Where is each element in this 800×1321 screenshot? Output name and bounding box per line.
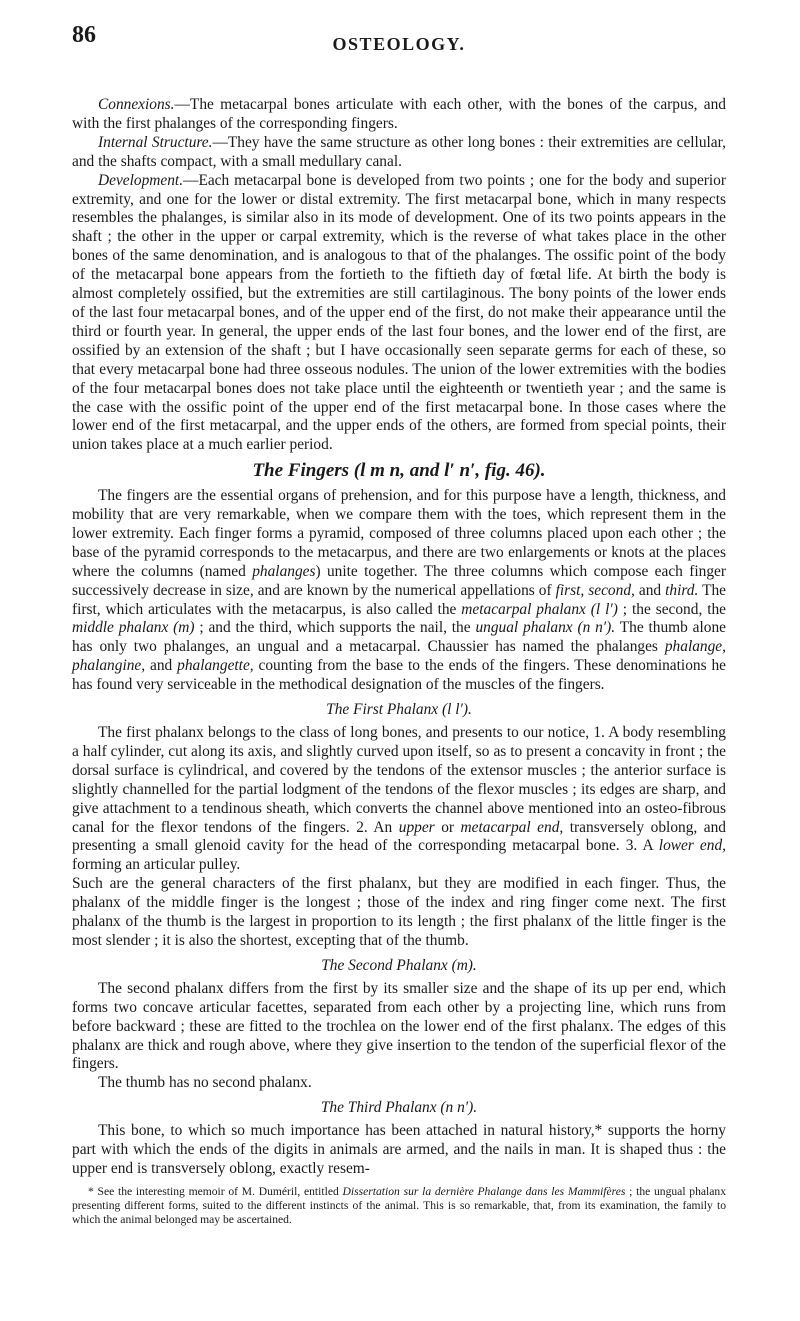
- paragraph-connexions: [72, 96, 726, 134]
- section-heading-fingers: The Fingers (l m n, and l′ n′, fig. 46).: [252, 460, 546, 482]
- paragraph-first-phalanx: [72, 724, 726, 875]
- text-run: counting from the base to the ends of the fingers. These denominations he has found very serviceable in the methodical designation of the muscles of the fingers.: [72, 657, 726, 694]
- paragraph-text: —Each metacarpal bone is developed from two points ; one for the body and superior extremity, and one for the lower or distal extremity. The first metacarpal bone, which in many respects resembles the phalanges, is similar also in its mode of development. One of its two points appears in the shaft ; the other in the upper or carpal extremity, which is the reverse of what takes place in the other bones of the same denomination, and is analogous to that of the phalanges. The ossific point of the body of the metacarpal bone appears from the fortieth to the fiftieth day of fœtal life. At birth the body is almost completely ossified, but the extremities are still cartilaginous. The bony points of the lower ends of the last four metacarpal bones, and of the upper end of the first, do not make their appearance until the third or fourth year. In general, the upper ends of the last four bones, and the lower end of the first, are ossified by an extension of the shaft ; but I have occasionally seen separate germs for each of these, so that every metacarpal bone had three osseous nodules. The union of the lower extremities with the bodies of the four metacarpal bones does not take place until the eighteenth or twentieth year ; and the same is the case with the ossific point of the upper end of the first metacarpal bone. In those cases where the lower end of the first metacarpal, and the upper ends of the others, are formed from special points, their union takes place at a much earlier period.: [72, 171, 726, 454]
- paragraph-thumb-note: The thumb has no second phalanx.: [98, 1074, 312, 1092]
- paragraph-internal-structure: [72, 134, 726, 172]
- text-run: The first phalanx belongs to the class of long bones, and presents to our notice, 1. A body resembling a half cylinder, cut along its axis, and slightly curved upon itself, so as to present a concavity in front ; the dorsal surface is cylindrical, and covered by the tendons of the extensor muscles ; the anterior surface is slightly channelled for the partial lodgment of the tendons of the flexor muscles ; its edges are sharp, and give attachment to a tendinous sheath, which converts the channel above mentioned into an osteo-fibrous canal for the flexor tendons of the fingers. 2. An: [72, 724, 726, 836]
- paragraph-fingers: [72, 487, 726, 695]
- italic-term: phalanges: [252, 562, 316, 580]
- italic-term: phalange, phalangine,: [72, 638, 726, 675]
- running-title: OSTEOLOGY.: [332, 34, 466, 54]
- text-run: and: [145, 657, 178, 675]
- text-run: The fingers are the essential organs of prehension, and for this purpose have a length, thickness, and mobility that are very remarkable, when we compare them with the toes, which represent them in the lower extremity. Each finger forms a pyramid, composed of three columns placed upon each other ; the base of the pyramid corresponds to the metacarpus, and there are two enlargements or knots at the places where the columns (named: [72, 487, 726, 580]
- text-run: forming an articular pulley.: [72, 856, 241, 874]
- text-run: and: [634, 581, 666, 599]
- text-run: ; the second, the: [617, 600, 727, 618]
- run-in-heading: Development.: [98, 171, 184, 189]
- paragraph-text: —They have the same structure as other long bones : their extremities are cellular, and the shafts compact, with a small medullary canal.: [72, 133, 726, 170]
- paragraph-second-phalanx: The second phalanx differs from the first by its smaller size and the shape of its up per end, which forms two concave articular facettes, separated from each other by a projecting line, which runs from before backward ; these are fitted to the trochlea on the lower end of the first phalanx. The edges of this phalanx are thick and rough above, where they give insertion to the tendon of the superficial flexor of the fingers.: [72, 979, 726, 1073]
- text-run: * See the interesting memoir of M. Duméril, entitled: [88, 1184, 343, 1198]
- italic-term: ungual phalanx (n n′).: [475, 619, 616, 637]
- paragraph-text: —The metacarpal bones articulate with each other, with the bones of the carpus, and with the first phalanges of the corresponding fingers.: [72, 96, 726, 132]
- italic-term: first, second,: [555, 581, 635, 599]
- run-in-heading: Internal Structure.: [98, 133, 213, 151]
- text-run: transversely oblong, and presenting a small glenoid cavity for the head of the corresponding metacarpal bone. 3. A: [72, 818, 726, 855]
- text-run: ) unite together. The three columns which compose each finger successively decrease in size, and are known by the numerical appellations of: [72, 562, 726, 599]
- paragraph-first-phalanx-characters: Such are the general characters of the first phalanx, but they are modified in each finger. Thus, the phalanx of the middle finger is the longest ; those of the index and ring finger come next. The first phalanx of the thumb is the largest in proportion to its length ; the first phalanx of the little finger is the most slender ; it is also the shortest, excepting that of the thumb.: [72, 875, 726, 949]
- paragraph-third-phalanx: This bone, to which so much importance has been attached in natural history,* supports the horny part with which the ends of the digits in animals are armed, and the nails in man. It is shaped thus : the upper end is transversely oblong, exactly resem-: [72, 1122, 726, 1177]
- subheading-first-phalanx: The First Phalanx (l l′).: [326, 701, 472, 719]
- italic-term: third.: [665, 581, 699, 599]
- footnote: [72, 1185, 726, 1227]
- text-run: ; the ungual phalanx presenting different forms, suited to the different instincts of the animal. This is so remarkable, that, from its examination, the family to which the animal belonged may be ascertained.: [72, 1184, 726, 1226]
- page-number: 86: [72, 22, 96, 48]
- italic-term: upper: [398, 818, 435, 836]
- subheading-third-phalanx: The Third Phalanx (n n′).: [320, 1099, 478, 1117]
- italic-term: phalangette,: [177, 657, 254, 675]
- text-run: or: [434, 818, 461, 836]
- body-text: [72, 96, 726, 1227]
- italic-term: metacarpal phalanx (l l′): [461, 600, 618, 618]
- running-head: [72, 0, 726, 96]
- text-run: The thumb alone has only two phalanges, an ungual and a metacarpal. Chaussier has named the phalanges: [72, 619, 726, 656]
- run-in-heading: Connexions.: [98, 96, 175, 113]
- text-run: The first, which articulates with the metacarpus, is also called the: [72, 581, 727, 618]
- italic-title: Dissertation sur la dernière Phalange dans les Mammifères: [342, 1184, 626, 1198]
- paragraph-development: [72, 172, 726, 456]
- italic-term: middle phalanx (m): [72, 619, 195, 637]
- italic-term: metacarpal end,: [460, 818, 564, 836]
- text-run: ; and the third, which supports the nail, the: [194, 619, 476, 637]
- italic-term: lower end,: [658, 837, 726, 855]
- subheading-second-phalanx: The Second Phalanx (m).: [321, 956, 477, 974]
